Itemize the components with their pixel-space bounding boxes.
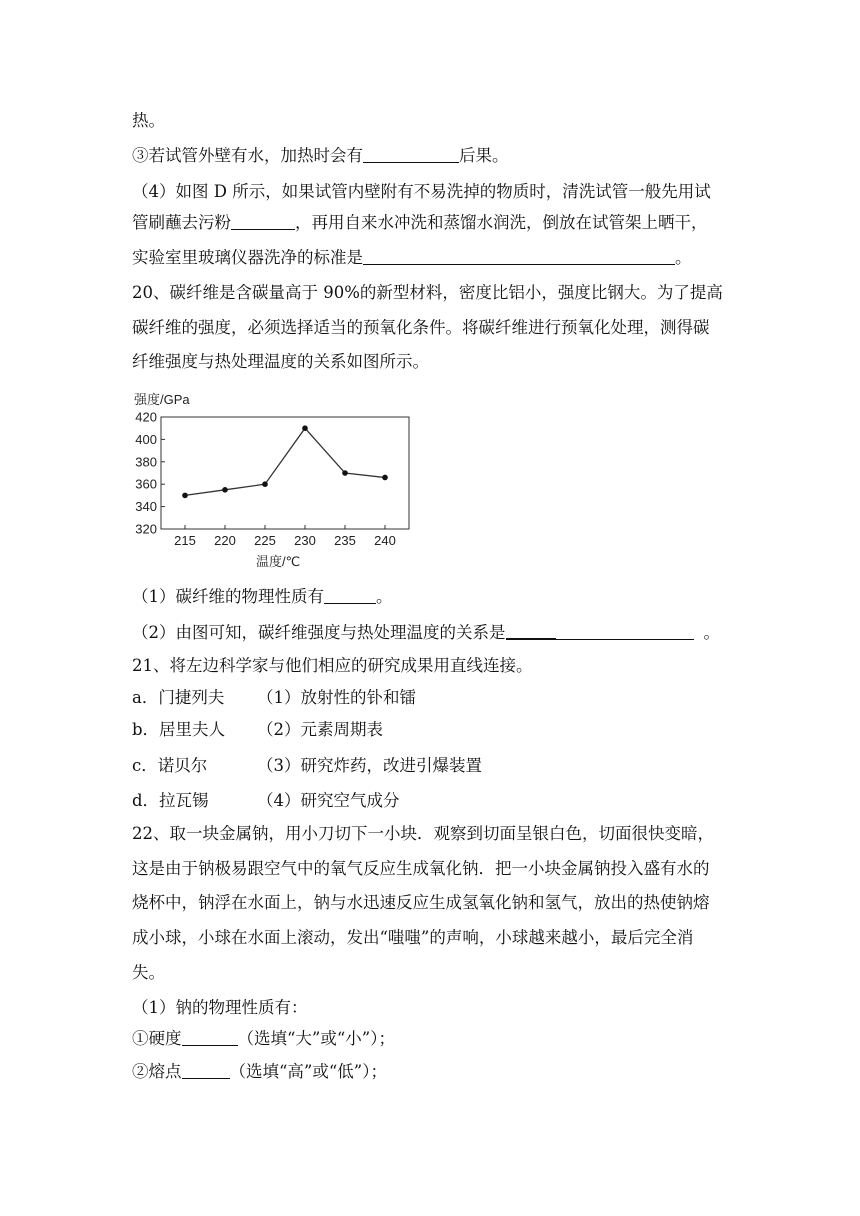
achievement-label: （3）研究炸药，改进引爆装置 [257, 756, 482, 775]
x-axis-ticks [174, 525, 396, 548]
scientist-label: a．门捷列夫 [132, 688, 225, 707]
question-19-4-line-1: （4）如图 D 所示，如果试管内壁附有不易洗掉的物质时，清洗试管一般先用试 [132, 182, 711, 201]
y-tick-label: 340 [135, 499, 157, 515]
y-tick-label: 320 [135, 521, 157, 537]
y-tick-label: 380 [135, 454, 157, 470]
x-tick-label: 235 [334, 533, 356, 548]
question-20-sub-2: （2）由图可知，碳纤维强度与热处理温度的关系是 。 [132, 623, 720, 642]
answer-blank[interactable] [182, 1062, 230, 1079]
strength-temperature-chart [128, 385, 428, 571]
scientist-label: d．拉瓦锡 [132, 791, 209, 810]
y-tick-label: 400 [135, 431, 157, 447]
match-row [132, 720, 742, 740]
answer-blank[interactable] [324, 587, 376, 604]
scientist-label: c．诺贝尔 [132, 756, 208, 775]
question-21-title: 21、将左边科学家与他们相应的研究成果用直线连接。 [132, 656, 533, 675]
question-20-sub-1: （1）碳纤维的物理性质有 。 [132, 587, 393, 606]
match-row [132, 756, 742, 776]
data-point [302, 425, 308, 431]
achievement-label: （2）元素周期表 [257, 720, 383, 739]
question-22-line-1: 22、取一块金属钠，用小刀切下一小块．观察到切面呈银白色，切面很快变暗， [132, 824, 714, 843]
match-row [132, 688, 742, 708]
answer-blank[interactable] [182, 1029, 238, 1046]
question-22-line-2: 这是由于钠极易跟空气中的氧气反应生成氧化钠．把一小块金属钠投入盛有水的 [132, 859, 710, 878]
x-tick-label: 230 [294, 533, 316, 548]
match-row [132, 791, 742, 811]
data-points [182, 425, 388, 498]
question-22-sub-1b: ②熔点 （选填“高”或“低”）； [132, 1062, 387, 1081]
question-22-line-4: 成小球，小球在水面上滚动，发出“嗤嗤”的声响，小球越来越小，最后完全消 [132, 928, 694, 947]
question-22-line-3: 烧杯中，钠浮在水面上，钠与水迅速反应生成氢氧化钠和氢气，放出的热使钠熔 [132, 893, 710, 912]
answer-blank[interactable] [363, 248, 675, 265]
data-point [342, 470, 348, 476]
x-tick-label: 220 [214, 533, 236, 548]
text-line: 热。 [132, 111, 165, 130]
answer-blank[interactable] [363, 146, 459, 163]
data-point [182, 493, 188, 499]
data-point [222, 487, 228, 493]
answer-blank[interactable] [506, 622, 556, 640]
x-tick-label: 215 [174, 533, 196, 548]
achievement-label: （4）研究空气成分 [257, 791, 400, 810]
question-20-line-3: 纤维强度与热处理温度的关系如图所示。 [132, 352, 429, 371]
question-22-sub-1a: ①硬度 （选填“大”或“小”）； [132, 1029, 395, 1048]
question-19-4-line-3: 实验室里玻璃仪器洗净的标准是 。 [132, 248, 692, 267]
x-tick-label: 240 [374, 533, 396, 548]
x-axis-label: 温度/℃ [256, 554, 301, 569]
data-point [382, 475, 388, 481]
y-tick-label: 420 [135, 409, 157, 425]
question-19-3: ③若试管外壁有水，加热时会有 后果。 [132, 146, 509, 165]
achievement-label: （1）放射性的钋和镭 [257, 688, 416, 707]
y-axis-label: 强度/GPa [134, 392, 190, 407]
question-22-sub-1: （1）钠的物理性质有： [132, 998, 308, 1017]
question-22-line-5: 失。 [132, 963, 165, 982]
y-tick-label: 360 [135, 476, 157, 492]
question-20-line-2: 碳纤维的强度，必须选择适当的预氧化条件。将碳纤维进行预氧化处理，测得碳 [132, 318, 710, 337]
data-point [262, 481, 268, 487]
series-line [185, 428, 385, 495]
plot-frame [161, 417, 409, 529]
x-tick-label: 225 [254, 533, 276, 548]
scientist-label: b．居里夫人 [132, 720, 226, 739]
question-19-4-line-2: 管刷蘸去污粉 ，再用自来水冲洗和蒸馏水润洗，倒放在试管架上晒干， [132, 213, 708, 232]
answer-blank[interactable] [556, 623, 694, 640]
answer-blank[interactable] [231, 213, 295, 230]
question-20-line-1: 20、碳纤维是含碳量高于 90%的新型材料，密度比铝小，强度比钢大。为了提高 [132, 283, 723, 302]
